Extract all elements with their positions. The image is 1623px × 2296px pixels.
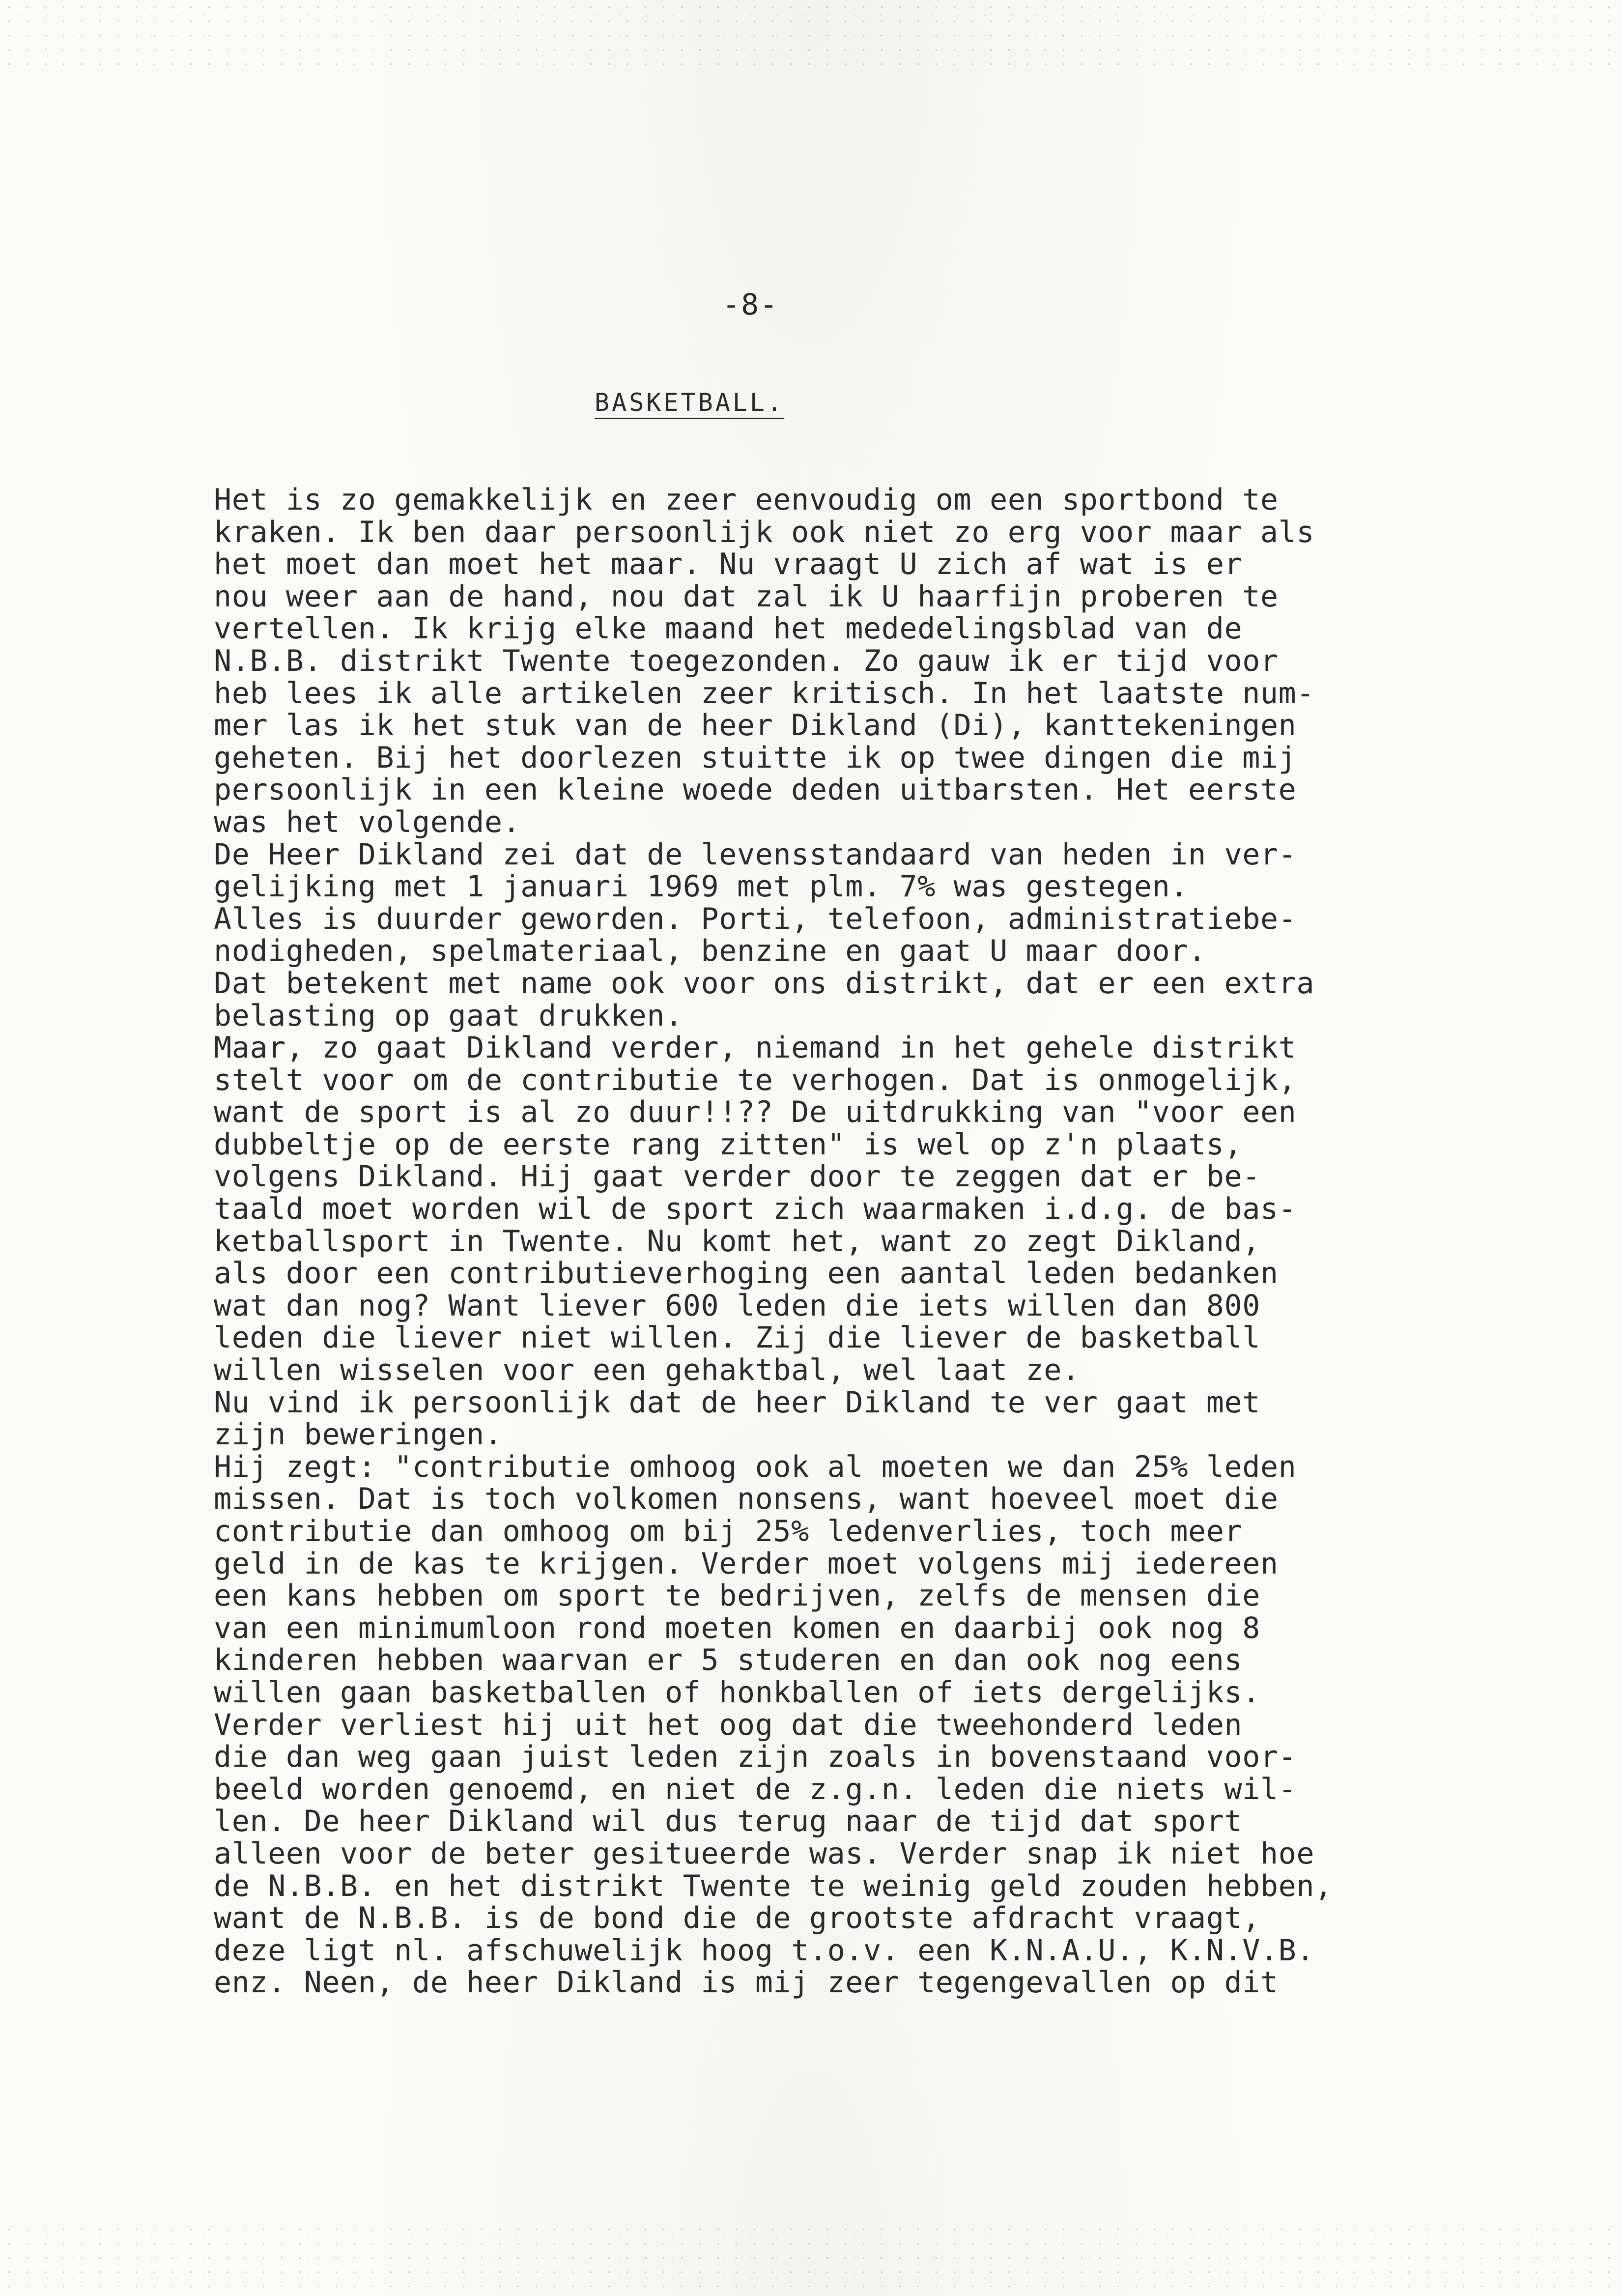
body-line: de N.B.B. en het distrikt Twente te weinig geld zouden hebben, [214,1868,1333,1903]
body-line: persoonlijk in een kleine woede deden uitbarsten. Het eerste [214,773,1297,807]
body-line: heb lees ik alle artikelen zeer kritisch. In het laatste num- [214,676,1315,711]
body-line: Het is zo gemakkelijk en zeer eenvoudig om een sportbond te [214,483,1279,517]
body-line: die dan weg gaan juist leden zijn zoals in bovenstaand voor- [214,1740,1297,1775]
body-line: contributie dan omhoog om bij 25% ledenverlies, toch meer [214,1514,1243,1549]
body-line: van een minimumloon rond moeten komen en daarbij ook nog 8 [214,1610,1260,1645]
body-line: willen gaan basketballen of honkballen of iets dergelijks. [214,1675,1260,1710]
body-line: geld in de kas te krijgen. Verder moet volgens mij iedereen [214,1546,1279,1581]
body-line: mer las ik het stuk van de heer Dikland (Di), kanttekeningen [214,708,1297,743]
article-body [214,484,1472,1999]
body-line: Nu vind ik persoonlijk dat de heer Dikland te ver gaat met [214,1385,1260,1420]
body-line: belasting op gaat drukken. [214,998,683,1033]
body-line: ketballsport in Twente. Nu komt het, want zo zegt Dikland, [214,1224,1260,1259]
body-line: Alles is duurder geworden. Porti, telefoon, administratiebe- [214,901,1297,936]
body-line: vertellen. Ik krijg elke maand het mededelingsblad van de [214,611,1243,646]
body-line: want de N.B.B. is de bond die de grootste afdracht vraagt, [214,1901,1260,1936]
body-line: De Heer Dikland zei dat de levensstandaard van heden in ver- [214,837,1297,872]
body-line: gelijking met 1 januari 1969 met plm. 7% was gestegen. [214,869,1189,904]
body-line: het moet dan moet het maar. Nu vraagt U zich af wat is er [214,547,1243,582]
page-number: -8- [722,287,779,322]
body-line: beeld worden genoemd, en niet de z.g.n. leden die niets wil- [214,1772,1297,1807]
scan-noise-bottom [0,2222,1623,2296]
body-line: kinderen hebben waarvan er 5 studeren en dan ook nog eens [214,1643,1243,1678]
article-heading: BASKETBALL. [595,388,785,417]
body-line: wat dan nog? Want liever 600 leden die iets willen dan 800 [214,1288,1260,1323]
body-line: want de sport is al zo duur!!?? De uitdrukking van "voor een [214,1095,1297,1130]
body-line: Verder verliest hij uit het oog dat die tweehonderd leden [214,1707,1243,1742]
body-line: geheten. Bij het doorlezen stuitte ik op twee dingen die mij [214,740,1297,775]
scan-noise-top [0,0,1623,74]
body-line: was het volgende. [214,804,521,839]
body-line: volgens Dikland. Hij gaat verder door te zeggen dat er be- [214,1159,1260,1194]
body-line: leden die liever niet willen. Zij die liever de basketball [214,1320,1260,1355]
body-line: willen wisselen voor een gehaktbal, wel laat ze. [214,1353,1080,1388]
body-line: Hij zegt: "contributie omhoog ook al moeten we dan 25% leden [214,1449,1297,1484]
body-line: Maar, zo gaat Dikland verder, niemand in het gehele distrikt [214,1031,1297,1065]
body-line: enz. Neen, de heer Dikland is mij zeer tegengevallen op dit [214,1965,1279,2000]
body-line: een kans hebben om sport te bedrijven, zelfs de mensen die [214,1578,1260,1613]
body-line: kraken. Ik ben daar persoonlijk ook niet zo erg voor maar als [214,515,1315,549]
body-line: deze ligt nl. afschuwelijk hoog t.o.v. een K.N.A.U., K.N.V.B. [214,1933,1315,1968]
body-line: dubbeltje op de eerste rang zitten" is wel op z'n plaats, [214,1127,1243,1162]
body-line: zijn beweringen. [214,1417,503,1452]
body-line: alleen voor de beter gesitueerde was. Verder snap ik niet hoe [214,1836,1315,1871]
body-line: len. De heer Dikland wil dus terug naar de tijd dat sport [214,1804,1243,1839]
body-line: taald moet worden wil de sport zich waarmaken i.d.g. de bas- [214,1192,1297,1227]
body-line: Dat betekent met name ook voor ons distrikt, dat er een extra [214,966,1315,1001]
body-line: nodigheden, spelmateriaal, benzine en gaat U maar door. [214,934,1206,969]
body-line: nou weer aan de hand, nou dat zal ik U haarfijn proberen te [214,579,1279,614]
body-line: missen. Dat is toch volkomen nonsens, want hoeveel moet die [214,1482,1279,1517]
body-line: stelt voor om de contributie te verhogen. Dat is onmogelijk, [214,1062,1297,1097]
body-line: N.B.B. distrikt Twente toegezonden. Zo gauw ik er tijd voor [214,643,1279,678]
body-line: als door een contributieverhoging een aantal leden bedanken [214,1256,1279,1291]
